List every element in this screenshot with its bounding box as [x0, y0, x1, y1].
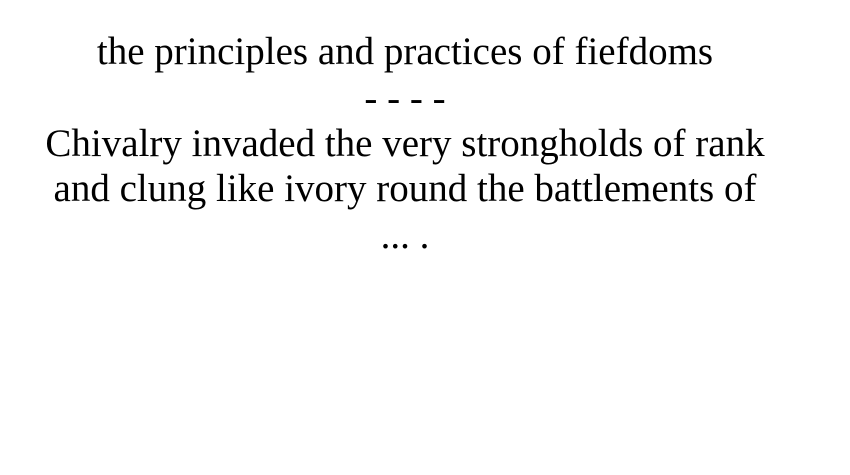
passage-line-1: the principles and practices of fiefdoms	[96, 30, 714, 73]
passage-line-4: and clung like ivory round the battlements of	[53, 167, 757, 210]
passage-separator: - - - -	[364, 77, 446, 120]
passage-ellipsis: ... .	[380, 214, 430, 257]
passage-line-3: Chivalry invaded the very strongholds of rank	[45, 122, 765, 165]
